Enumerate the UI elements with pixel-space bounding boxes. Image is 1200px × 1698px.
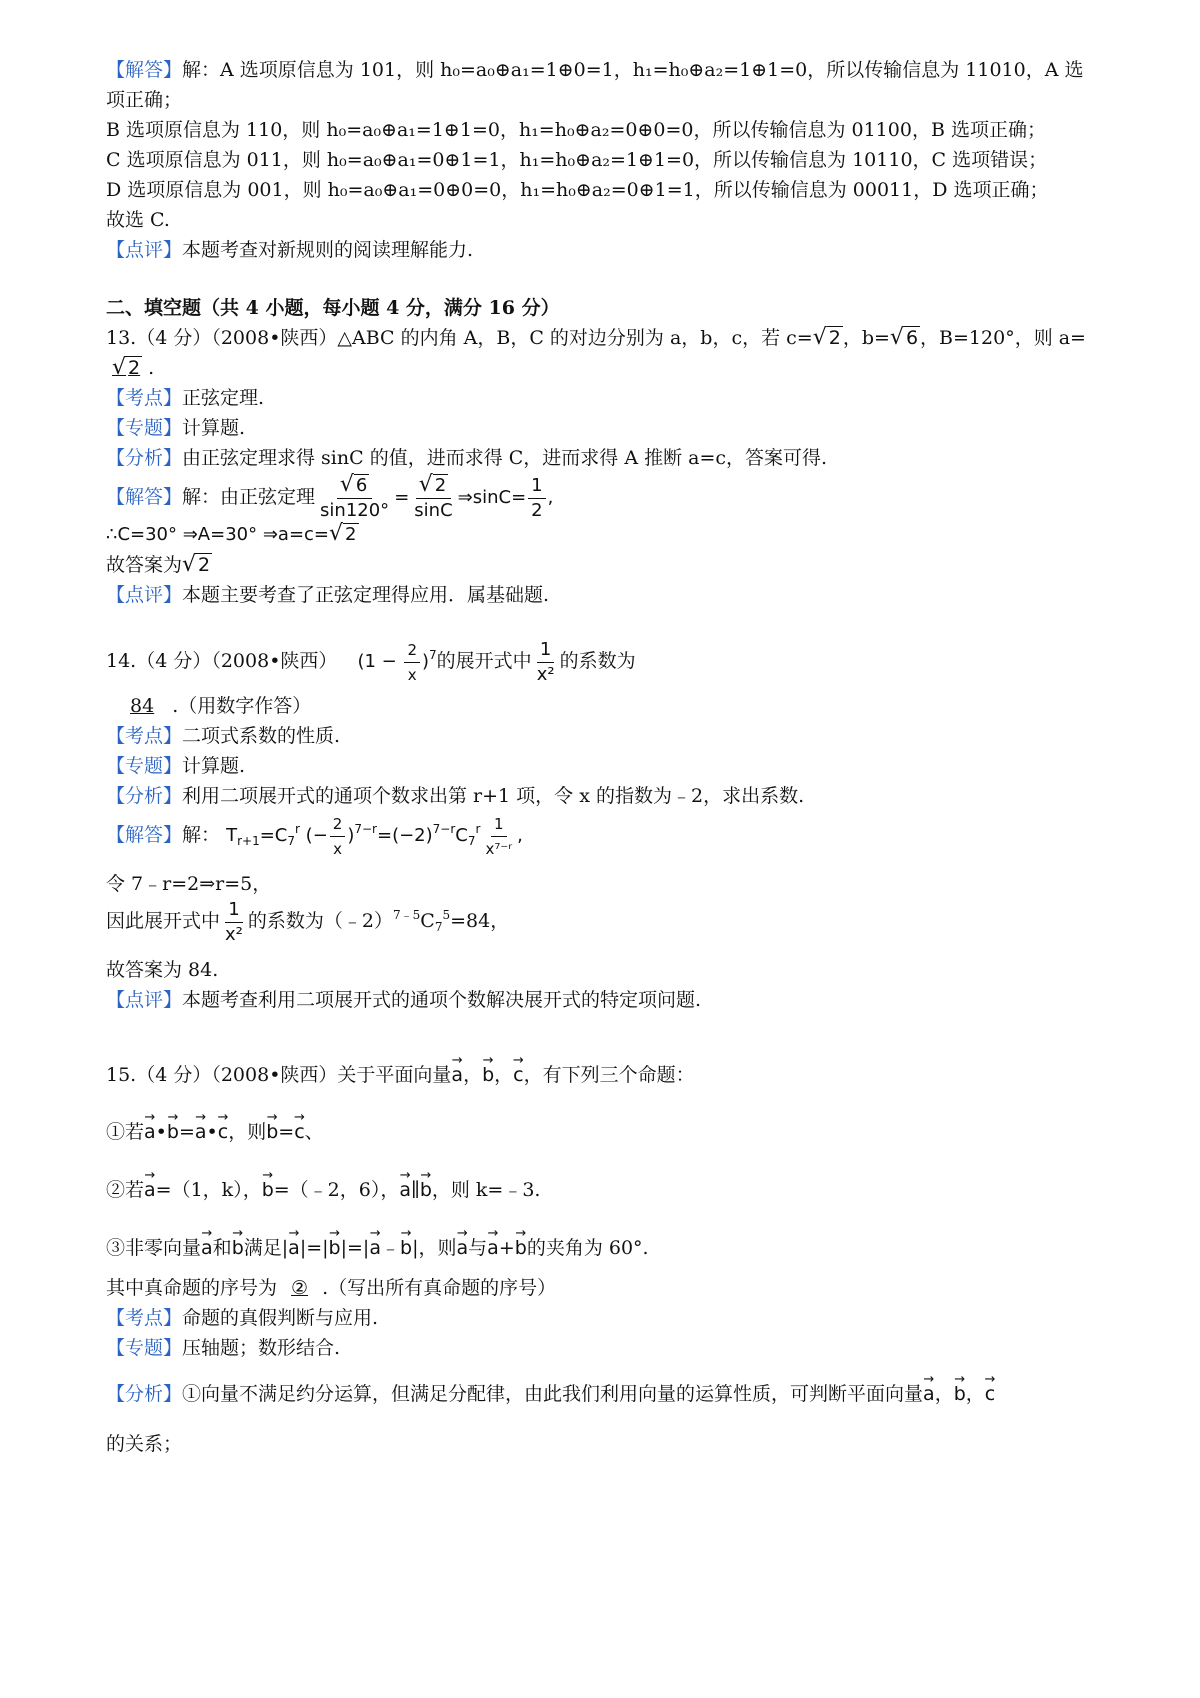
q15-prop-1: ①若→ a•→ b=→ a•→ c，则→ b=→ c、 (106, 1120, 324, 1144)
q14-answer: 84 (130, 695, 155, 717)
frac-sqrt2-sinC: $\frac{√ 2}{\sin C}$ (414, 472, 453, 521)
section-2-heading: 二、填空题（共 4 小题，每小题 4 分，满分 16 分） (106, 297, 560, 319)
q13-answer: √ 2 (112, 355, 141, 380)
q13-stem (106, 326, 1086, 350)
q15-stem: 15.（4 分）（2008•陕西）关于平面向量→ a，→ b，→ c，有下列三个命题： (106, 1063, 695, 1087)
q14-dianping: 【点评】本题考查利用二项展开式的通项个数解决展开式的特定项问题. (106, 989, 702, 1011)
q13-dianping: 【点评】本题主要考查了正弦定理得应用．属基础题. (106, 584, 550, 606)
q14-kaodian: 【考点】二项式系数的性质. (106, 725, 341, 747)
q12-line-1b: 项正确； (106, 89, 183, 111)
q14-line-4: 故答案为 84. (106, 959, 219, 981)
q13-jieda: 【解答】解：由正弦定理 $\frac{√ 6}{\sin 120^\circ}$ = $\frac{√ 2}{\sin C}$ ⇒sinC= $\frac{1}{2}$ , (106, 472, 554, 521)
q15-fenxi-2: 的关系； (106, 1433, 183, 1455)
q15-fenxi: 【分析】①向量不满足约分运算，但满足分配律，由此我们利用向量的运算性质，可判断平面向量→ a，→ b，→ c (106, 1382, 995, 1406)
fenxi-tag: 【分析】 (106, 447, 183, 469)
q14-jieda: 【解答】解： $T_{r+1}=C_7^r$ (− $\frac{2}{x}$ )$^{7-r}=(-2)^{7-r}C_7^r$ $\frac{1}{\text{x⁷⁻ʳ}}$ , (106, 810, 523, 861)
q13-stem-a: 13.（4 分）（2008•陕西）△ABC 的内角 A，B，C 的对边分别为 a，b，c，若 c= (106, 327, 813, 349)
q13-zhuanti: 【专题】计算题. (106, 417, 246, 439)
q15-answer: ② (291, 1277, 309, 1299)
frac-1-over-x2: $\frac{1}{\text{x²}}$ (536, 638, 555, 685)
q14-answer-line: 84 .（用数字作答） (112, 694, 311, 718)
q15-kaodian: 【考点】命题的真假判断与应用. (106, 1307, 379, 1329)
q13-stem-b: ，b= (842, 327, 890, 349)
q15-prop-3: ③非零向量→ a和→ b满足|→ a|=|→ b|=|→ a﹣→ b|，则→ a与→ a+→ b的夹角为 60°. (106, 1236, 649, 1260)
frac-sqrt6-sin120: $\frac{√ 6}{\sin 120^\circ}$ (320, 472, 390, 521)
q14-stem: 14.（4 分）（2008•陕西） (1 − $\frac{2}{x}$ )$^7$的展开式中 $\frac{1}{\text{x²}}$ 的系数为 (106, 638, 636, 685)
q13-kaodian: 【考点】正弦定理. (106, 387, 265, 409)
frac-one-half: $\frac{1}{2}$ (528, 474, 545, 523)
q12-line-1-text: 解：A 选项原信息为 101，则 h₀=a₀⊕a₁=1⊕0=1，h₁=h₀⊕a₂=1⊕1=0，所以传输信息为 11010，A 选 (182, 59, 1084, 81)
q13-fenxi: 【分析】由正弦定理求得 sinC 的值，进而求得 C，进而求得 A 推断 a=c，答案可得. (106, 447, 828, 469)
zhuanti-tag: 【专题】 (106, 417, 183, 439)
q13-line-2: ∴C=30° ⇒A=30° ⇒a=c=√ 2 (106, 521, 357, 546)
q12-line-5: 故选 C. (106, 209, 170, 231)
q15-answer-line: 其中真命题的序号为 ② .（写出所有真命题的序号） (106, 1277, 557, 1299)
q14-line-3: 因此展开式中 $\frac{1}{\text{x²}}$ 的系数为$(﹣2)^{7﹣5}C_7^5=84$， (106, 898, 510, 945)
q13-answer-line: √ 2 . (106, 356, 154, 380)
kaodian-tag: 【考点】 (106, 387, 183, 409)
q12-line-3: C 选项原信息为 011，则 h₀=a₀⊕a₁=0⊕1=1，h₁=h₀⊕a₂=1⊕1=0，所以传输信息为 10110，C 选项错误； (106, 149, 1048, 171)
q13-answer-final: 故答案为√ 2 (106, 552, 211, 577)
q15-prop-2: ②若→ a=（1，k），→ b=（﹣2，6），→ a∥→ b，则 k=﹣3. (106, 1178, 540, 1202)
q12-dianping-text: 本题考查对新规则的阅读理解能力. (182, 239, 474, 261)
q12-line-4: D 选项原信息为 001，则 h₀=a₀⊕a₁=0⊕0=0，h₁=h₀⊕a₂=0⊕1=1，所以传输信息为 00011，D 选项正确； (106, 179, 1049, 201)
q12-line-2: B 选项原信息为 110，则 h₀=a₀⊕a₁=1⊕1=0，h₁=h₀⊕a₂=0⊕0=0，所以传输信息为 01100，B 选项正确； (106, 119, 1046, 141)
q12-jieda-line-1 (106, 58, 1084, 82)
q14-fenxi: 【分析】利用二项展开式的通项个数求出第 r+1 项，令 x 的指数为﹣2，求出系数. (106, 785, 805, 807)
jieda-tag: 【解答】 (106, 59, 183, 81)
q15-zhuanti: 【专题】压轴题；数形结合. (106, 1337, 341, 1359)
sqrt-6: √ 6 (889, 325, 919, 350)
dianping-tag: 【点评】 (106, 239, 183, 261)
q14-zhuanti: 【专题】计算题. (106, 755, 246, 777)
q13-stem-c: ，B=120°，则 a= (920, 327, 1086, 349)
q12-dianping (106, 238, 473, 262)
q14-line-2: 令 7﹣r=2⇒r=5， (106, 873, 272, 895)
q14-binomial: (1 − $\frac{2}{x}$ )$^7$ (357, 651, 436, 672)
sqrt-2: √ 2 (812, 325, 841, 350)
